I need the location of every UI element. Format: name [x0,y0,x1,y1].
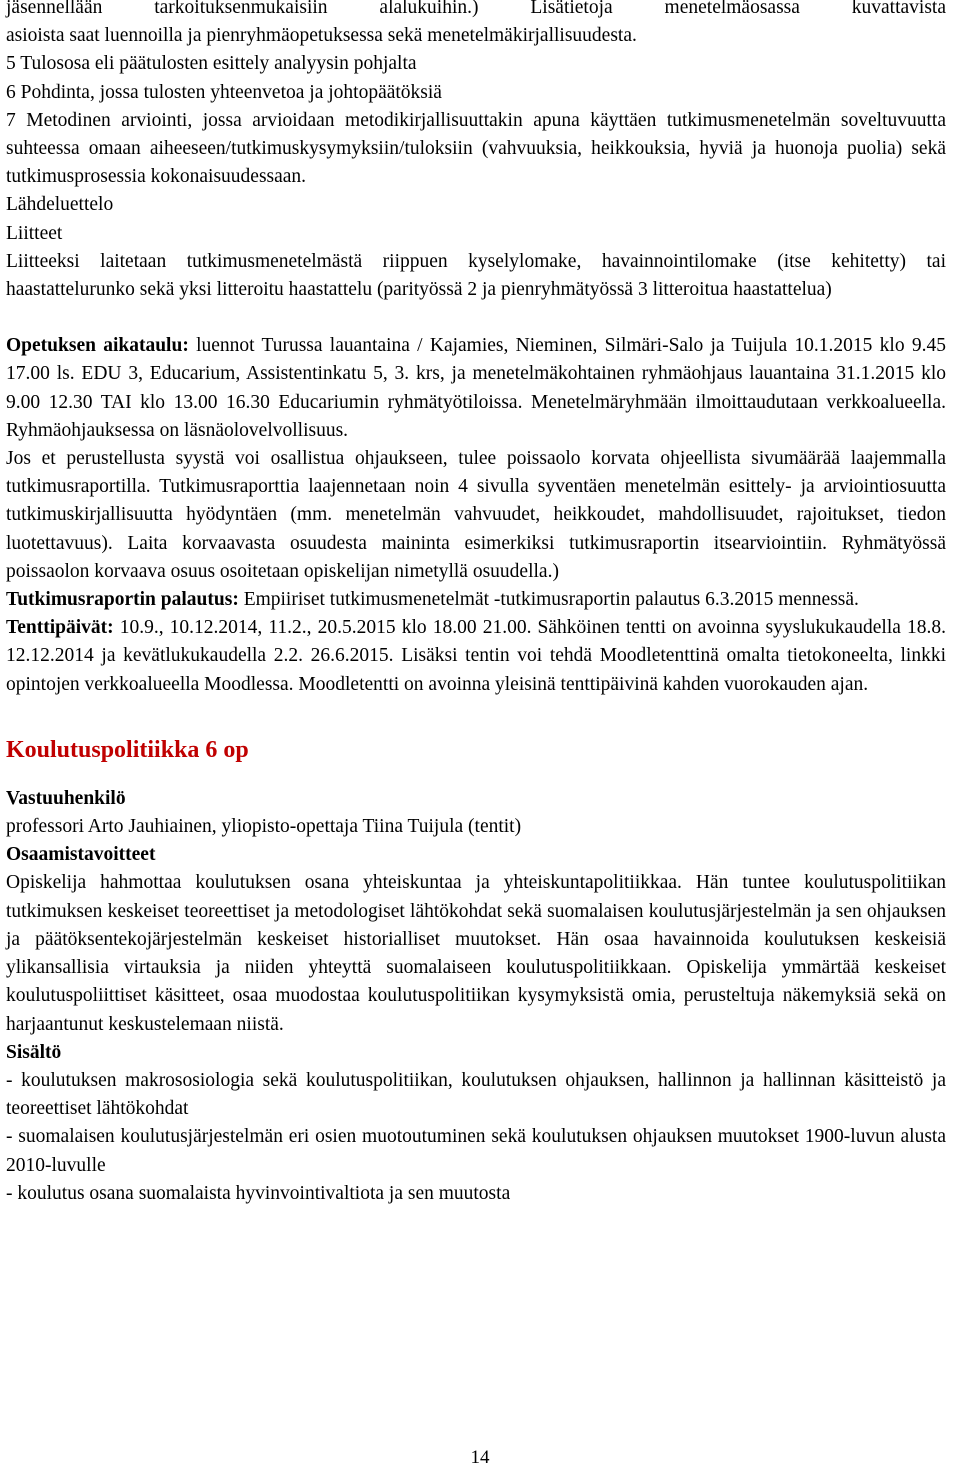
appendices-paragraph: Liitteeksi laitetaan tutkimusmenetelmästä riippuen kyselylomake, havainnointilomake (itse kehitetty) tai haastattelurunko sekä yksi litteroitu haastattelu (parityössä 2 ja pienryhmätyössä 3 litteroitua haastattelua) [6,250,946,301]
content-item: - koulutuksen makrososiologia sekä koulutuspolitiikan, koulutuksen ohjauksen, hallinnon ja hallinnan käsitteistö ja teoreettiset lähtökohdat [6,1069,946,1120]
outline-appendices: Liitteet [6,222,63,244]
content-item: - koulutus osana suomalaista hyvinvointivaltiota ja sen muutosta [6,1182,511,1204]
report-paragraph [6,586,946,614]
schedule-paragraph [6,332,946,445]
outline-item-7: 7 Metodinen arviointi, jossa arvioidaan metodikirjallisuuttakin apuna käyttäen tutkimusmenetelmän soveltuvuutta suhteessa omaan aiheeseen/tutkimuskysymyksiin/tuloksiin (vahvuuksia, heikkouksia, hyviä ja huonoja puolia) sekä tutkimusprosessia kokonaisuudessaan. [6,109,946,188]
goals-heading: Osaamistavoitteet [6,844,156,866]
outline-sources: Lähdeluettelo [6,194,114,216]
content-item: - suomalaisen koulutusjärjestelmän eri osien muotoutuminen sekä koulutuksen ohjauksen muutokset 1900-luvun alusta 2010-luvulle [6,1126,946,1176]
content-heading: Sisältö [6,1041,62,1063]
report-label: Tutkimusraportin palautus: [6,589,239,611]
exams-text: 10.9., 10.12.2014, 11.2., 20.5.2015 klo 18.00 21.00. Sähköinen tentti on avoinna syyslukukaudella 18.8. 12.12.2014 ja kevätlukukaudella 2.2. 26.6.2015. Lisäksi tentin voi tehdä Moodletenttinä omalta tietokoneelta, linkki opintojen verkkoalueella Moodlessa. Moodletentti on avoinna yleisinä tenttipäivinä kahden vuorokauden ajan. [6,617,946,695]
schedule-text: luennot Turussa lauantaina / Kajamies, Nieminen, Silmäri-Salo ja Tuijula 10.1.2015 klo 9.45 17.00 ls. EDU 3, Educarium, Assistentinkatu 5, 3. krs, ja menetelmäkohtainen ryhmäohjaus lauantaina 31.1.2015 klo 9.00 12.30 TAI klo 13.00 16.30 Educariumin ryhmätyötiloissa. Menetelmäryhmään ilmoittaudutaan verkkoalueella. Ryhmäohjauksessa on läsnäolovelvollisuus. [6,335,946,441]
goals-paragraph: Opiskelija hahmottaa koulutuksen osana yhteiskuntaa ja yhteiskuntapolitiikkaa. Hän tuntee koulutuspolitiikan tutkimuksen keskeiset teoreettiset ja metodologiset lähtökohdat sekä suomalaisen koulutusjärjestelmän ja sen ohjauksen ja päätöksentekojärjestelmän keskeiset historialliset muutokset. Hän osaa havainnoida koulutuksen keskeisiä ylikansallisia virtauksia ja niiden yhteyttä suomalaiseen koulutuspolitiikkaan. Opiskelija ymmärtää keskeiset koulutuspoliittiset käsitteet, osaa muodostaa koulutuspolitiikan kysymyksistä omia, perusteltuja näkemyksiä sekä on harjaantunut keskustelemaan niistä. [6,872,946,1035]
schedule-label: Opetuksen aikataulu: [6,335,189,357]
spacer [6,304,946,332]
report-text: Empiiriset tutkimusmenetelmät -tutkimusraportin palautus 6.3.2015 mennessä. [238,589,859,611]
document-page [6,0,946,1208]
outline-item-6: 6 Pohdinta, jossa tulosten yhteenvetoa ja johtopäätöksiä [6,81,442,103]
exams-label: Tenttipäivät: [6,617,114,639]
intro-line-1: jäsennellään tarkoituksenmukaisiin alalukuihin.) Lisätietoja menetelmäosassa kuvattavista [6,0,946,18]
responsible-heading: Vastuuhenkilö [6,787,126,809]
spacer [6,699,946,727]
section-title: Koulutuspolitiikka 6 op [6,736,249,763]
responsible-text: professori Arto Jauhiainen, yliopisto-opettaja Tiina Tuijula (tentit) [6,816,522,838]
absence-paragraph: Jos et perustellusta syystä voi osallistua ohjaukseen, tulee poissaolo korvata ohjeellista sivumäärää laajemmalla tutkimusraportilla. Tutkimusraporttia laajennetaan noin 4 sivulla syventäen menetelmän esittely- ja arviointiosuutta tutkimuskirjallisuutta hyödyntäen (mm. menetelmän vahvuudet, heikkoudet, mahdollisuudet, rajoitukset, tiedon luotettavuus). Laita korvaavasta osuudesta maininta esimerkiksi tutkimusraportin itsearviointiin. Ryhmätyössä poissaolon korvaava osuus osoitetaan opiskelijan nimetyllä osuudella.) [6,448,946,582]
outline-item-5: 5 Tulososa eli päätulosten esittely analyysin pohjalta [6,53,417,75]
intro-line-2: asioista saat luennoilla ja pienryhmäopetuksessa sekä menetelmäkirjallisuudesta. [6,25,637,47]
page-number: 14 [470,1447,490,1468]
exams-paragraph [6,614,946,699]
